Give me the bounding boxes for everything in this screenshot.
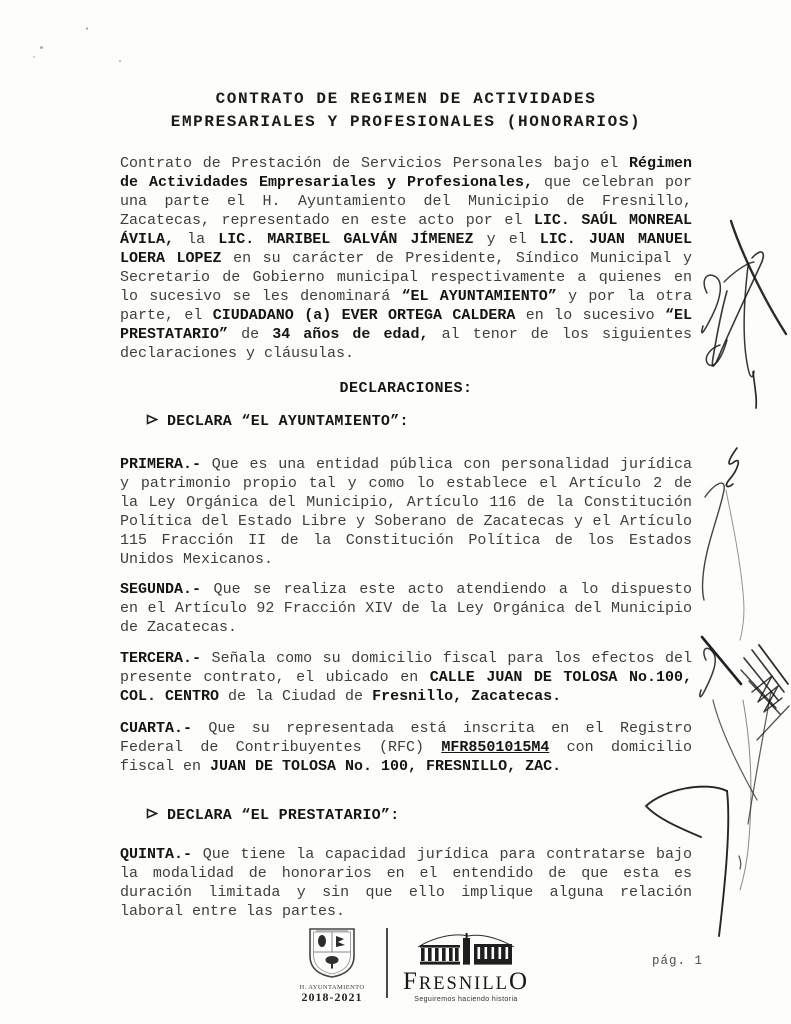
text-line: declaraciones y cláusulas. [120, 345, 355, 362]
fresnillo-logo [398, 932, 534, 1003]
declara-ayuntamiento-label: DECLARA “EL AYUNTAMIENTO”: [167, 413, 409, 430]
document-body [120, 88, 692, 935]
text-line: duración limitada y sin que ello implique alguna relación [120, 884, 692, 901]
text-line: una parte el H. Ayuntamiento del Municipio de Fresnillo, [120, 193, 692, 210]
text-line: parte, el CIUDADANO (a) EVER ORTEGA CALDERA en lo sucesivo “EL [120, 307, 692, 324]
footer-divider [386, 928, 388, 998]
text-line: Secretario de Gobierno municipal respectivamente a quienes en [120, 269, 692, 286]
text-line: Zacatecas, representado en este acto por el LIC. SAÚL MONREAL [120, 212, 692, 229]
text-line: COL. CENTRO de la Ciudad de Fresnillo, Zacatecas. [120, 688, 562, 705]
municipal-crest-logo [295, 926, 369, 1005]
text-line: LOERA LOPEZ en su carácter de Presidente, Síndico Municipal y [120, 250, 692, 267]
fresnillo-tagline: Seguiremos haciendo historia [414, 996, 518, 1003]
scan-speck [119, 60, 121, 62]
page-number: pág. 1 [652, 954, 704, 968]
declara-ayuntamiento-heading [146, 412, 692, 431]
text-line: la modalidad de honorarios en el entendido de que esta es [120, 865, 692, 882]
declara-prestatario-label: DECLARA “EL PRESTATARIO”: [167, 807, 400, 824]
text-line: fiscal en JUAN DE TOLOSA No. 100, FRESNILLO, ZAC. [120, 758, 562, 775]
declara-prestatario-heading [146, 806, 692, 825]
text-line: en el Artículo 92 Fracción XIV de la Ley Orgánica del Municipio [120, 600, 692, 617]
text-line: ÁVILA, la LIC. MARIBEL GALVÁN JÍMENEZ y el LIC. JUAN MANUEL [120, 231, 692, 248]
contract-title-line2: EMPRESARIALES Y PROFESIONALES (HONORARIOS) [170, 113, 642, 131]
text-line: TERCERA.- Señala como su domicilio fiscal para los efectos del [120, 650, 692, 667]
text-line: Contrato de Prestación de Servicios Personales bajo el Régimen [120, 155, 692, 172]
text-line: lo sucesivo se les denominará “EL AYUNTAMIENTO” y por la otra [120, 288, 693, 305]
crest-years: 2018-2021 [301, 990, 363, 1004]
wordmark-initial: F [402, 968, 419, 995]
text-line: de Zacatecas. [120, 619, 238, 636]
wordmark-middle: RESNILL [418, 974, 509, 994]
crest-caption: H. AYUNTAMIENTO [299, 984, 365, 991]
text-line: CUARTA.- Que su representada está inscrita en el Registro [120, 720, 692, 737]
text-line: 115 Fracción II de la Constitución Política de los Estados [120, 532, 692, 549]
contract-title [120, 88, 692, 134]
scan-speck [33, 56, 35, 58]
wordmark-final: O [508, 968, 530, 995]
text-line: presente contrato, el ubicado en CALLE JUAN DE TOLOSA No.100, [120, 669, 692, 686]
text-line: de Actividades Empresariales y Profesionales, que celebran por [120, 174, 692, 191]
intro-paragraph [120, 154, 692, 363]
text-line: PRESTATARIO” de 34 años de edad, al tenor de los siguientes [120, 326, 692, 343]
text-line: Política del Estado Libre y Soberano de Zacatecas y el Artículo [120, 513, 692, 530]
text-line: QUINTA.- Que tiene la capacidad jurídica para contratarse bajo [120, 846, 692, 863]
text-line: SEGUNDA.- Que se realiza este acto atendiendo a lo dispuesto [120, 581, 692, 598]
fresnillo-wordmark [398, 968, 534, 996]
text-line: PRIMERA.- Que es una entidad pública con personalidad jurídica [120, 456, 692, 473]
arrowhead-bullet-icon [146, 806, 158, 825]
coat-of-arms-icon [308, 926, 356, 978]
scan-speck [86, 27, 88, 30]
text-line: laboral entre las partes. [120, 903, 346, 920]
text-line: Unidos Mexicanos. [120, 551, 274, 568]
text-line: y patrimonio propio tal y como lo establece el Artículo 2 de [120, 475, 692, 492]
contract-title-line1: CONTRATO DE REGIMEN DE ACTIVIDADES [215, 90, 597, 108]
text-line: Federal de Contribuyentes (RFC) MFR8501015M4 con domicilio [120, 739, 692, 756]
clause-segunda [120, 580, 692, 637]
scan-speck [40, 46, 43, 49]
clause-cuarta [120, 719, 692, 776]
declaraciones-heading: DECLARACIONES: [339, 380, 473, 397]
clause-tercera [120, 649, 692, 706]
text-line: la Ley Orgánica del Municipio, Artículo 116 de la Constitución [120, 494, 692, 511]
page-footer [0, 920, 791, 1024]
arrowhead-bullet-icon [146, 412, 158, 431]
building-silhouette-icon [414, 932, 518, 968]
clause-primera [120, 455, 692, 569]
clause-quinta [120, 845, 692, 921]
